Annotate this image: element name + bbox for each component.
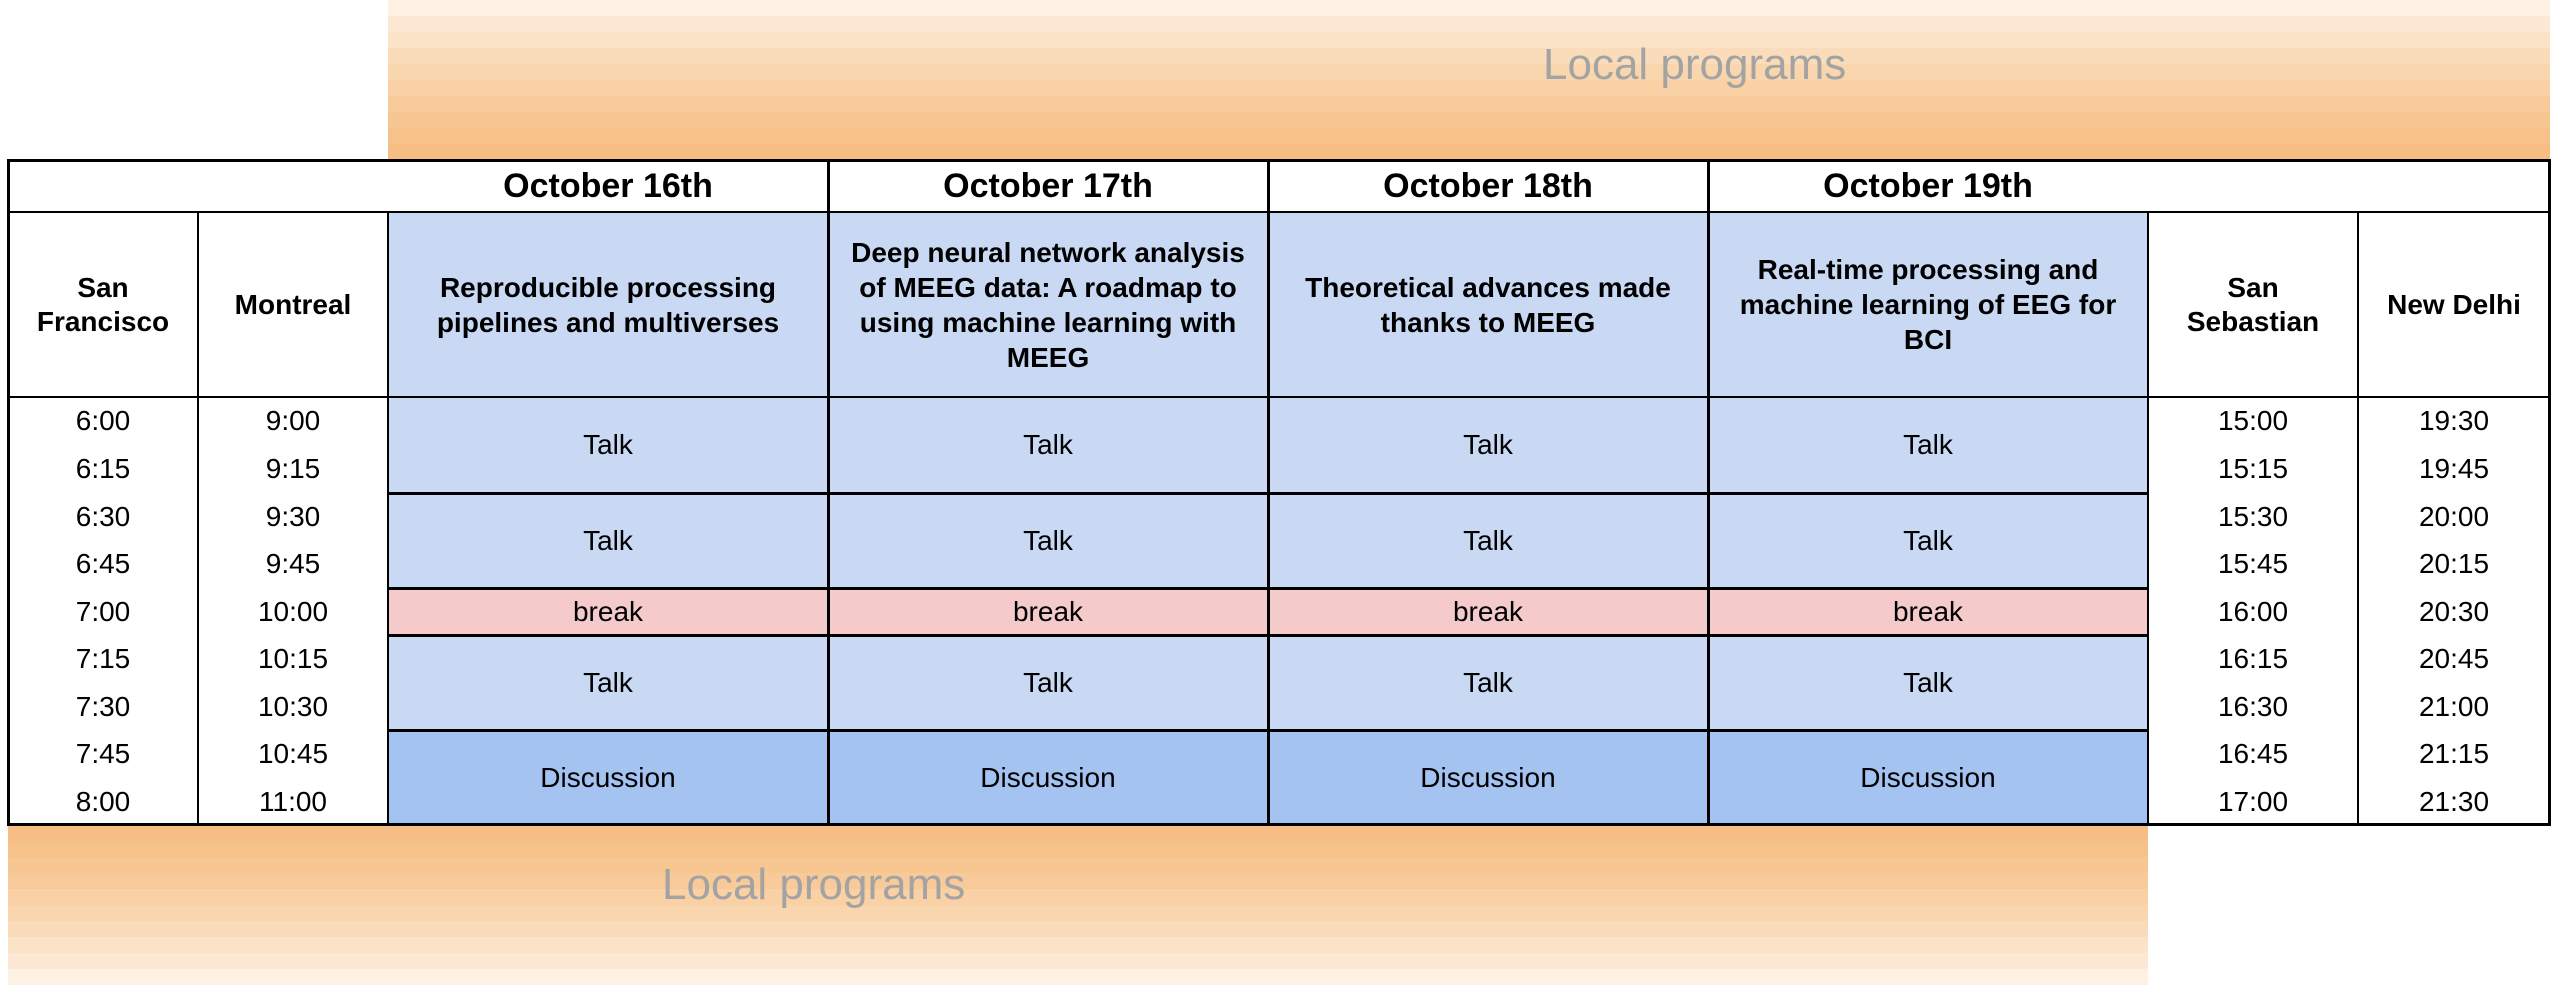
- time-san-francisco-1: 6:15: [75, 452, 131, 484]
- divider-day4-sansebastian: [2147, 212, 2149, 825]
- table-border-bottom: [8, 823, 2550, 826]
- time-san-francisco-8: 8:00: [75, 785, 131, 817]
- time-new-delhi-6: 21:00: [2418, 690, 2490, 722]
- time-new-delhi-2: 20:00: [2418, 500, 2490, 532]
- session-day4-break: break: [1708, 588, 2148, 635]
- session-day3-talk-2: Talk: [1268, 493, 1708, 588]
- session-day1-talk-1: Talk: [388, 397, 828, 493]
- divider-sf-montreal: [197, 212, 199, 825]
- session-day3-discussion: Discussion: [1268, 730, 1708, 825]
- session-day4-discussion: Discussion: [1708, 730, 2148, 825]
- session-day2-talk-3: Talk: [828, 635, 1268, 730]
- session-divider-2: [388, 587, 2148, 590]
- time-montreal-5: 10:15: [257, 642, 329, 674]
- session-divider-3: [388, 634, 2148, 637]
- time-san-francisco-2: 6:30: [75, 500, 131, 532]
- city-header-montreal: Montreal: [234, 288, 352, 320]
- session-day2-discussion: Discussion: [828, 730, 1268, 825]
- topic-day-2: Deep neural network analysis of MEEG data: A roadmap to using machine learning with MEEG: [828, 212, 1268, 397]
- time-san-sebastian-0: 15:00: [2217, 404, 2289, 436]
- divider-montreal-day1: [387, 212, 389, 825]
- table-border-left: [7, 159, 10, 826]
- table-border-top: [8, 159, 2550, 162]
- time-new-delhi-7: 21:15: [2418, 737, 2490, 769]
- session-day4-talk-2: Talk: [1708, 493, 2148, 588]
- session-day4-talk-3: Talk: [1708, 635, 2148, 730]
- time-new-delhi-3: 20:15: [2418, 547, 2490, 579]
- time-montreal-6: 10:30: [257, 690, 329, 722]
- time-new-delhi-8: 21:30: [2418, 785, 2490, 817]
- time-san-sebastian-2: 15:30: [2217, 500, 2289, 532]
- time-san-francisco-5: 7:15: [75, 642, 131, 674]
- topic-day-1: Reproducible processing pipelines and multiverses: [388, 212, 828, 397]
- session-day2-break: break: [828, 588, 1268, 635]
- time-san-sebastian-6: 16:30: [2217, 690, 2289, 722]
- session-day1-discussion: Discussion: [388, 730, 828, 825]
- date-row-divider: [8, 211, 2550, 213]
- session-day4-talk-1: Talk: [1708, 397, 2148, 493]
- time-montreal-0: 9:00: [265, 404, 321, 436]
- time-san-sebastian-1: 15:15: [2217, 452, 2289, 484]
- city-header-san-sebastian: San Sebastian: [2186, 271, 2320, 337]
- date-october-19: October 19th: [1823, 166, 2033, 205]
- date-october-16: October 16th: [503, 166, 713, 205]
- time-san-sebastian-7: 16:45: [2217, 737, 2289, 769]
- time-montreal-1: 9:15: [265, 452, 321, 484]
- time-montreal-4: 10:00: [257, 595, 329, 627]
- session-day2-talk-1: Talk: [828, 397, 1268, 493]
- time-san-francisco-3: 6:45: [75, 547, 131, 579]
- date-october-17: October 17th: [943, 166, 1153, 205]
- divider-sansebastian-newdelhi: [2357, 212, 2359, 825]
- header-row-divider: [8, 396, 2550, 398]
- time-san-francisco-7: 7:45: [75, 737, 131, 769]
- time-new-delhi-0: 19:30: [2418, 404, 2490, 436]
- local-programs-label-bottom: Local programs: [662, 860, 966, 909]
- session-day3-talk-3: Talk: [1268, 635, 1708, 730]
- session-divider-1: [388, 492, 2148, 495]
- local-programs-label-top: Local programs: [1543, 40, 1847, 89]
- date-october-18: October 18th: [1383, 166, 1593, 205]
- time-montreal-8: 11:00: [259, 785, 327, 817]
- time-san-sebastian-4: 16:00: [2217, 595, 2289, 627]
- time-new-delhi-1: 19:45: [2418, 452, 2490, 484]
- time-san-francisco-4: 7:00: [75, 595, 131, 627]
- time-san-sebastian-3: 15:45: [2217, 547, 2289, 579]
- session-day1-break: break: [388, 588, 828, 635]
- table-border-right: [2548, 159, 2551, 826]
- session-day2-talk-2: Talk: [828, 493, 1268, 588]
- time-new-delhi-5: 20:45: [2418, 642, 2490, 674]
- time-san-francisco-0: 6:00: [75, 404, 131, 436]
- topic-day-3: Theoretical advances made thanks to MEEG: [1268, 212, 1708, 397]
- time-new-delhi-4: 20:30: [2418, 595, 2490, 627]
- session-day1-talk-3: Talk: [388, 635, 828, 730]
- time-montreal-3: 9:45: [265, 547, 321, 579]
- topic-day-4: Real-time processing and machine learning of EEG for BCI: [1708, 212, 2148, 397]
- session-divider-4: [388, 729, 2148, 732]
- session-day3-talk-1: Talk: [1268, 397, 1708, 493]
- time-san-francisco-6: 7:30: [75, 690, 131, 722]
- time-montreal-2: 9:30: [265, 500, 321, 532]
- time-san-sebastian-5: 16:15: [2217, 642, 2289, 674]
- session-day3-break: break: [1268, 588, 1708, 635]
- time-montreal-7: 10:45: [257, 737, 329, 769]
- city-header-san-francisco: San Francisco: [36, 271, 170, 337]
- time-san-sebastian-8: 17:00: [2217, 785, 2289, 817]
- city-header-new-delhi: New Delhi: [2387, 288, 2521, 320]
- session-day1-talk-2: Talk: [388, 493, 828, 588]
